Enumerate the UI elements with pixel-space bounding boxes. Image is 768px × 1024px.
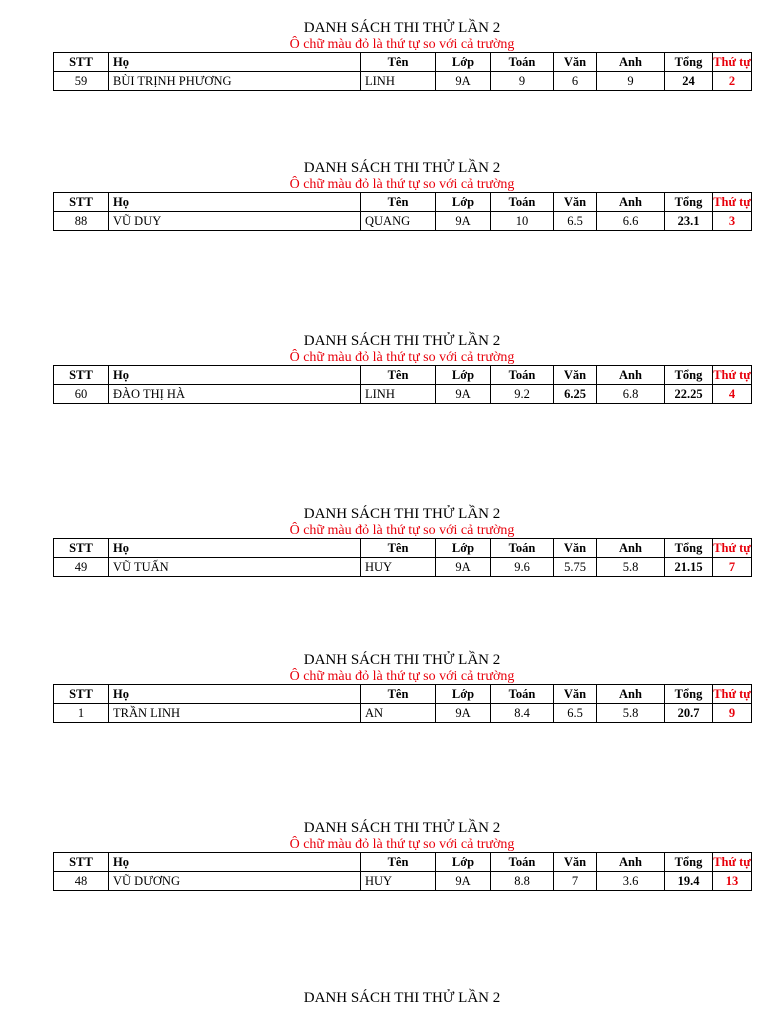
header-lop: Lớp [436, 53, 491, 72]
cell-anh: 6.6 [597, 212, 665, 231]
cell-anh: 5.8 [597, 558, 665, 577]
table-row [54, 385, 752, 404]
header-stt: STT [54, 853, 109, 872]
header-ten: Tên [361, 853, 436, 872]
exam-block-4 [53, 506, 751, 577]
score-table [53, 538, 752, 577]
cell-ten: HUY [361, 872, 436, 891]
block-subtitle: Ô chữ màu đỏ là thứ tự so với cả trường [289, 669, 515, 684]
header-toan: Toán [491, 53, 554, 72]
header-toan: Toán [491, 539, 554, 558]
block-subtitle: Ô chữ màu đỏ là thứ tự so với cả trường [289, 837, 515, 852]
table-row [54, 704, 752, 723]
header-stt: STT [54, 539, 109, 558]
block-title: DANH SÁCH THI THỬ LẦN 2 [303, 820, 501, 836]
cell-anh: 9 [597, 72, 665, 91]
cell-stt: 48 [54, 872, 109, 891]
score-table [53, 684, 752, 723]
table-row [54, 72, 752, 91]
header-tong: Tổng [665, 53, 713, 72]
header-ho: Họ [109, 539, 361, 558]
cell-toan: 9.6 [491, 558, 554, 577]
header-anh: Anh [597, 539, 665, 558]
header-ho: Họ [109, 366, 361, 385]
cell-tong: 21.15 [665, 558, 713, 577]
cell-toan: 9 [491, 72, 554, 91]
table-header-row [54, 193, 752, 212]
header-ho: Họ [109, 53, 361, 72]
header-ten: Tên [361, 366, 436, 385]
header-tong: Tổng [665, 366, 713, 385]
cell-tong: 24 [665, 72, 713, 91]
cell-tong: 22.25 [665, 385, 713, 404]
cell-ho: VŨ TUẤN [109, 558, 361, 577]
header-ho: Họ [109, 685, 361, 704]
cell-thutu: 4 [713, 385, 752, 404]
cell-lop: 9A [436, 704, 491, 723]
table-header-row [54, 685, 752, 704]
cell-stt: 49 [54, 558, 109, 577]
header-thutu: Thứ tự [713, 193, 752, 212]
cell-lop: 9A [436, 385, 491, 404]
header-lop: Lớp [436, 539, 491, 558]
cell-stt: 1 [54, 704, 109, 723]
cell-ho: ĐÀO THỊ HÀ [109, 385, 361, 404]
cell-van: 6.5 [554, 212, 597, 231]
header-stt: STT [54, 366, 109, 385]
block-subtitle: Ô chữ màu đỏ là thứ tự so với cả trường [289, 523, 515, 538]
cell-ho: VŨ DUY [109, 212, 361, 231]
cell-ho: VŨ DƯƠNG [109, 872, 361, 891]
header-tong: Tổng [665, 193, 713, 212]
cell-tong: 19.4 [665, 872, 713, 891]
header-ho: Họ [109, 193, 361, 212]
cell-toan: 9.2 [491, 385, 554, 404]
block-subtitle: Ô chữ màu đỏ là thứ tự so với cả trường [289, 177, 515, 192]
score-table [53, 192, 752, 231]
cell-ten: LINH [361, 72, 436, 91]
header-van: Văn [554, 539, 597, 558]
cell-stt: 88 [54, 212, 109, 231]
table-header-row [54, 53, 752, 72]
block-title: DANH SÁCH THI THỬ LẦN 2 [303, 990, 501, 1006]
cell-thutu: 2 [713, 72, 752, 91]
header-thutu: Thứ tự [713, 853, 752, 872]
header-lop: Lớp [436, 366, 491, 385]
cell-tong: 20.7 [665, 704, 713, 723]
cell-ten: LINH [361, 385, 436, 404]
header-stt: STT [54, 685, 109, 704]
cell-lop: 9A [436, 72, 491, 91]
header-van: Văn [554, 53, 597, 72]
header-anh: Anh [597, 685, 665, 704]
cell-thutu: 9 [713, 704, 752, 723]
header-ten: Tên [361, 539, 436, 558]
exam-block-6 [53, 820, 751, 891]
header-toan: Toán [491, 366, 554, 385]
cell-stt: 60 [54, 385, 109, 404]
score-table [53, 52, 752, 91]
cell-lop: 9A [436, 872, 491, 891]
cell-ho: TRẦN LINH [109, 704, 361, 723]
cell-anh: 6.8 [597, 385, 665, 404]
score-table [53, 365, 752, 404]
cell-tong: 23.1 [665, 212, 713, 231]
cell-van: 6.25 [554, 385, 597, 404]
exam-block-3 [53, 333, 751, 404]
table-header-row [54, 853, 752, 872]
header-anh: Anh [597, 53, 665, 72]
cell-lop: 9A [436, 212, 491, 231]
cell-anh: 5.8 [597, 704, 665, 723]
header-lop: Lớp [436, 193, 491, 212]
header-thutu: Thứ tự [713, 366, 752, 385]
header-van: Văn [554, 853, 597, 872]
cell-toan: 8.8 [491, 872, 554, 891]
header-thutu: Thứ tự [713, 53, 752, 72]
header-van: Văn [554, 685, 597, 704]
table-header-row [54, 539, 752, 558]
header-stt: STT [54, 193, 109, 212]
header-thutu: Thứ tự [713, 685, 752, 704]
cell-thutu: 7 [713, 558, 752, 577]
exam-block-7 [53, 990, 751, 1007]
block-title: DANH SÁCH THI THỬ LẦN 2 [303, 652, 501, 668]
header-toan: Toán [491, 685, 554, 704]
table-row [54, 212, 752, 231]
cell-thutu: 3 [713, 212, 752, 231]
table-row [54, 558, 752, 577]
cell-anh: 3.6 [597, 872, 665, 891]
header-stt: STT [54, 53, 109, 72]
header-anh: Anh [597, 193, 665, 212]
cell-van: 5.75 [554, 558, 597, 577]
exam-block-2 [53, 160, 751, 231]
exam-block-5 [53, 652, 751, 723]
table-header-row [54, 366, 752, 385]
cell-van: 7 [554, 872, 597, 891]
block-subtitle: Ô chữ màu đỏ là thứ tự so với cả trường [289, 37, 515, 52]
header-tong: Tổng [665, 685, 713, 704]
header-ten: Tên [361, 193, 436, 212]
cell-ten: HUY [361, 558, 436, 577]
header-anh: Anh [597, 853, 665, 872]
header-lop: Lớp [436, 853, 491, 872]
header-lop: Lớp [436, 685, 491, 704]
cell-toan: 8.4 [491, 704, 554, 723]
cell-ten: QUANG [361, 212, 436, 231]
header-ho: Họ [109, 853, 361, 872]
table-row [54, 872, 752, 891]
header-anh: Anh [597, 366, 665, 385]
block-title: DANH SÁCH THI THỬ LẦN 2 [303, 506, 501, 522]
header-ten: Tên [361, 53, 436, 72]
exam-block-1 [53, 20, 751, 91]
cell-van: 6 [554, 72, 597, 91]
cell-lop: 9A [436, 558, 491, 577]
header-van: Văn [554, 193, 597, 212]
header-toan: Toán [491, 193, 554, 212]
cell-thutu: 13 [713, 872, 752, 891]
header-van: Văn [554, 366, 597, 385]
block-title: DANH SÁCH THI THỬ LẦN 2 [303, 160, 501, 176]
block-subtitle: Ô chữ màu đỏ là thứ tự so với cả trường [289, 350, 515, 365]
header-toan: Toán [491, 853, 554, 872]
block-title: DANH SÁCH THI THỬ LẦN 2 [303, 20, 501, 36]
block-title: DANH SÁCH THI THỬ LẦN 2 [303, 333, 501, 349]
header-thutu: Thứ tự [713, 539, 752, 558]
cell-ho: BÙI TRỊNH PHƯƠNG [109, 72, 361, 91]
cell-van: 6.5 [554, 704, 597, 723]
cell-toan: 10 [491, 212, 554, 231]
header-ten: Tên [361, 685, 436, 704]
cell-stt: 59 [54, 72, 109, 91]
header-tong: Tổng [665, 853, 713, 872]
header-tong: Tổng [665, 539, 713, 558]
score-table [53, 852, 752, 891]
cell-ten: AN [361, 704, 436, 723]
